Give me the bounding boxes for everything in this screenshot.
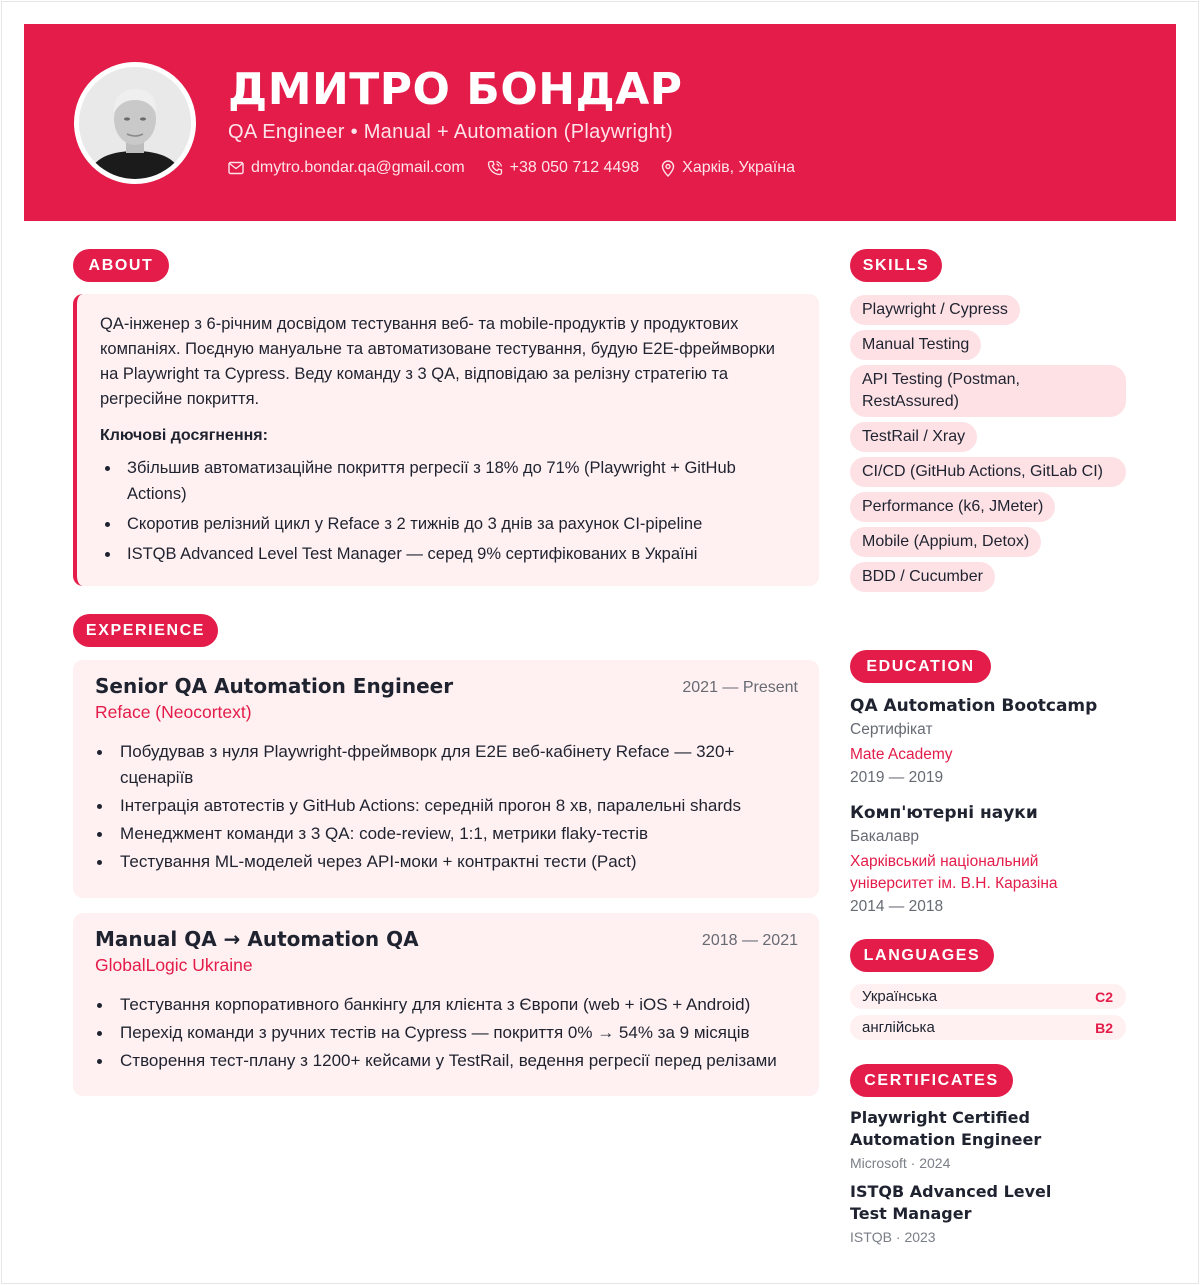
language-level: B2 [1095, 1019, 1113, 1036]
job-company: Reface (Neocortext) [95, 702, 252, 722]
list-item: Створення тест-плану з 1200+ кейсами у TestRail, ведення регресії перед релізами [95, 1048, 798, 1074]
list-item: Збільшив автоматизаційне покриття регресії з 18% до 71% (Playwright + GitHub Actions) [100, 455, 795, 507]
skill-tag: CI/CD (GitHub Actions, GitLab CI) [850, 457, 1126, 487]
email-text: dmytro.bondar.qa@gmail.com [251, 159, 465, 176]
skills-heading: SKILLS [850, 249, 942, 282]
mail-icon [228, 161, 244, 175]
contact-phone[interactable] [487, 159, 639, 177]
skill-tag: API Testing (Postman, RestAssured) [850, 365, 1126, 417]
certificate-item [850, 1107, 1140, 1171]
education-title: QA Automation Bootcamp [850, 696, 1098, 716]
phone-icon [487, 160, 503, 176]
job-company: GlobalLogic Ukraine [95, 955, 253, 975]
job-bullets [95, 992, 798, 1074]
certificates-heading: CERTIFICATES [850, 1064, 1013, 1097]
profile-photo [79, 67, 191, 179]
list-item: Інтеграція автотестів у GitHub Actions: середній прогон 8 хв, паралельні shards [95, 793, 798, 819]
education-item [850, 803, 1080, 916]
list-item: ISTQB Advanced Level Test Manager — серед 9% сертифікованих в Україні [100, 541, 795, 567]
resume-header [24, 24, 1176, 221]
about-summary: QA-інженер з 6-річним досвідом тестування веб- та mobile-продуктів у продуктових компаніях. Поєдную мануальне та автоматизоване тестування, будую E2E-фреймворки на Playwright та Cypress. Веду команду з 3 QA, відповідаю за релізну стратегію та регресійне покриття. [100, 315, 775, 408]
job-card [73, 913, 819, 1096]
language-name: англійська [862, 1019, 935, 1036]
phone-text: +38 050 712 4498 [509, 159, 640, 176]
education-heading: EDUCATION [850, 650, 991, 683]
list-item: Тестування корпоративного банкінгу для клієнта з Європи (web + iOS + Android) [95, 992, 798, 1018]
job-card [73, 660, 819, 898]
list-item: Скоротив релізний цикл у Reface з 2 тижнів до 3 днів за рахунок CI-pipeline [100, 511, 795, 537]
skill-tag: Manual Testing [850, 330, 981, 360]
about-heading: ABOUT [73, 249, 169, 282]
job-title: Manual QA → Automation QA [95, 927, 419, 951]
certificate-item [850, 1181, 1090, 1245]
certificate-title: Playwright Certified Automation Engineer [850, 1108, 1042, 1149]
skill-tag: BDD / Cucumber [850, 562, 995, 592]
job-title: Senior QA Automation Engineer [95, 674, 454, 698]
education-degree: Сертифікат [850, 721, 933, 738]
education-years: 2014 — 2018 [850, 898, 944, 915]
candidate-role: QA Engineer • Manual + Automation (Playwright) [228, 121, 673, 143]
contact-email[interactable] [228, 159, 465, 177]
list-item: Менеджмент команди з 3 QA: code-review, 1:1, метрики flaky-тестів [95, 821, 798, 847]
location-text: Харків, Україна [682, 159, 795, 176]
language-row [850, 984, 1126, 1009]
language-row [850, 1015, 1126, 1040]
experience-heading: EXPERIENCE [73, 614, 218, 647]
job-period: 2021 — Present [682, 679, 798, 696]
languages-heading: LANGUAGES [850, 939, 994, 972]
language-level: C2 [1095, 988, 1113, 1005]
contact-row [228, 159, 795, 177]
list-item: Побудував з нуля Playwright-фреймворк для E2E веб-кабінету Reface — 320+ сценаріїв [95, 739, 798, 791]
education-title: Комп'ютерні науки [850, 803, 1038, 823]
skill-tag: Playwright / Cypress [850, 295, 1020, 325]
skills-list [850, 295, 1140, 597]
skill-tag: TestRail / Xray [850, 422, 977, 452]
job-bullets [95, 739, 798, 875]
contact-location [661, 159, 795, 177]
education-years: 2019 — 2019 [850, 769, 944, 786]
about-card [73, 294, 819, 586]
achievements-title: Ключові досягнення: [100, 427, 268, 444]
location-pin-icon [661, 160, 675, 177]
education-degree: Бакалавр [850, 828, 920, 845]
certificate-meta: ISTQB · 2023 [850, 1229, 936, 1245]
list-item: Перехід команди з ручних тестів на Cypress — покриття 0% → 54% за 9 місяців [95, 1020, 798, 1046]
job-period: 2018 — 2021 [701, 932, 798, 949]
education-school: Mate Academy [850, 746, 953, 763]
certificate-meta: Microsoft · 2024 [850, 1155, 951, 1171]
skill-tag: Mobile (Appium, Detox) [850, 527, 1041, 557]
achievements-list [100, 455, 795, 567]
education-school: Харківський національний університет ім. В.Н. Каразіна [850, 853, 1058, 892]
list-item: Тестування ML-моделей через API-моки + контрактні тести (Pact) [95, 849, 798, 875]
candidate-name: ДМИТРО БОНДАР [228, 64, 683, 115]
education-item [850, 696, 1150, 787]
certificate-title: ISTQB Advanced Level Test Manager [850, 1182, 1052, 1223]
avatar [74, 62, 196, 184]
language-name: Українська [862, 988, 938, 1005]
skill-tag: Performance (k6, JMeter) [850, 492, 1055, 522]
